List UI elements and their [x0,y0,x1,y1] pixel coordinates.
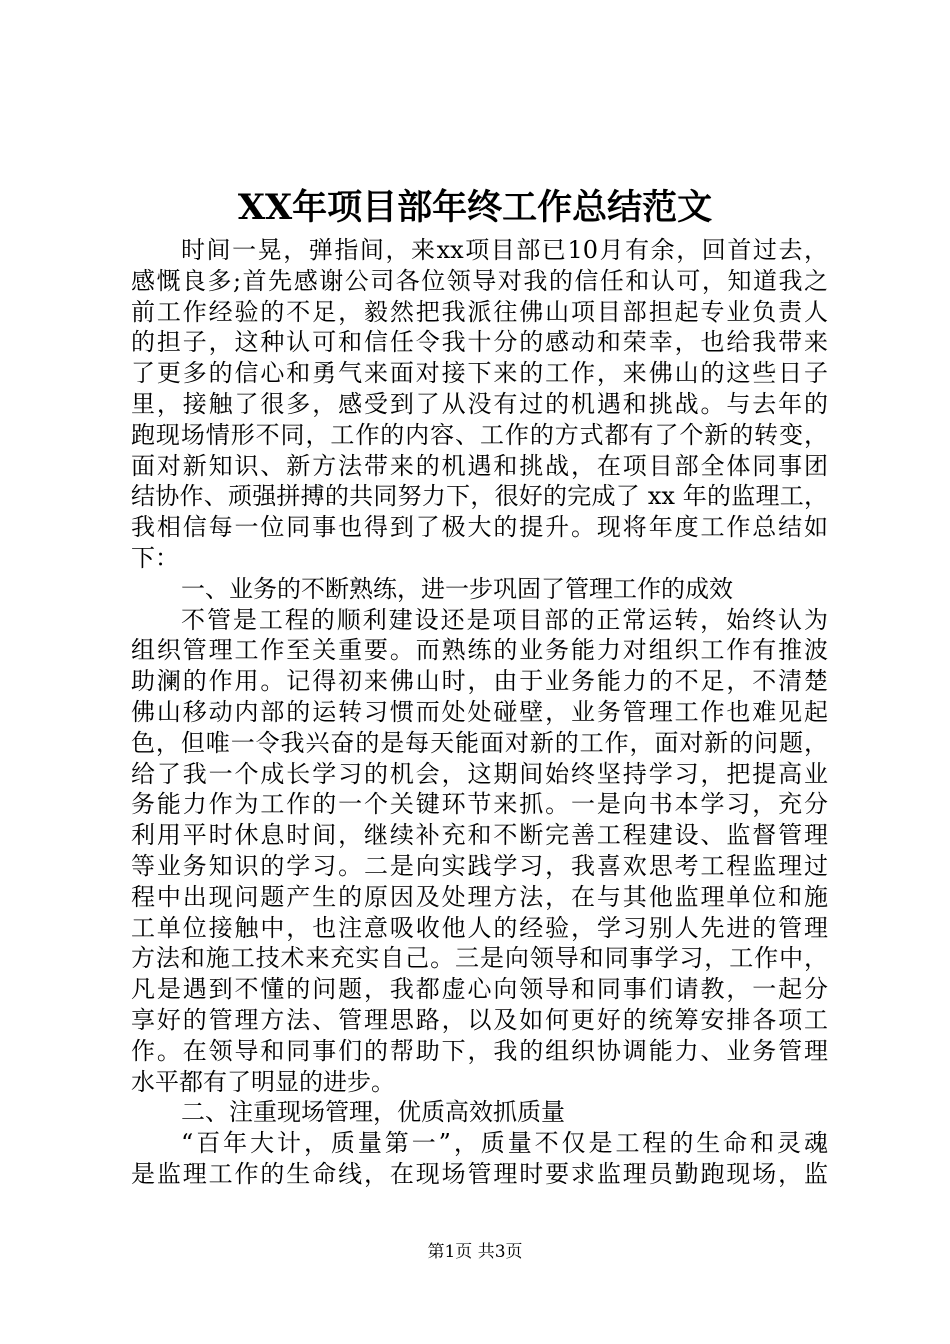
page-footer: 第1页 共3页 [427,1242,523,1262]
text-line: 一、业务的不断熟练，进一步巩固了管理工作的成效 [181,574,733,603]
text-line: 等业务知识的学习。二是向实践学习，我喜欢思考工程监理过 [131,851,828,880]
text-line: 里，接触了很多，感受到了从没有过的机遇和挑战。与去年的 [131,389,828,418]
text-line: 程中出现问题产生的原因及处理方法，在与其他监理单位和施 [131,882,828,911]
text-line: 助澜的作用。记得初来佛山时，由于业务能力的不足，不清楚 [131,667,828,696]
text-line: 给了我一个成长学习的机会，这期间始终坚持学习，把提高业 [131,759,828,788]
text-line: 享好的管理方法、管理思路，以及如何更好的统筹安排各项工 [131,1005,828,1034]
text-line: 我相信每一位同事也得到了极大的提升。现将年度工作总结如 [131,513,828,542]
text-line: 方法和施工技术来充实自己。三是向领导和同事学习，工作中， [131,944,828,973]
text-line: 时间一晃，弹指间，来xx项目部已10月有余，回首过去， [181,236,828,264]
text-line: 作。在领导和同事们的帮助下，我的组织协调能力、业务管理 [131,1036,828,1065]
text-line: 结协作、顽强拼搏的共同努力下，很好的完成了 xx 年的监理工， [131,482,828,511]
text-line: 前工作经验的不足，毅然把我派往佛山项目部担起专业负责人 [131,297,828,326]
text-line: 工单位接触中，也注意吸收他人的经验，学习别人先进的管理 [131,913,828,942]
text-line: 色，但唯一令我兴奋的是每天能面对新的工作，面对新的问题， [131,728,828,757]
text-line: 的担子，这种认可和信任令我十分的感动和荣幸，也给我带来 [131,328,828,357]
text-line: 水平都有了明显的进步。 [131,1067,395,1096]
text-line: 佛山移动内部的运转习惯而处处碰壁，业务管理工作也难见起 [131,697,828,726]
document-body [131,235,828,1190]
text-line: 利用平时休息时间，继续补充和不断完善工程建设、监督管理 [131,821,828,850]
text-line: 务能力作为工作的一个关键环节来抓。一是向书本学习，充分 [131,790,828,819]
text-line: “百年大计，质量第一”，质量不仅是工程的生命和灵魂 [181,1129,828,1158]
document-title: XX年项目部年终工作总结范文 [237,187,713,228]
text-line: 面对新知识、新方法带来的机遇和挑战，在项目部全体同事团 [131,451,828,480]
text-line: 跑现场情形不同，工作的内容、工作的方式都有了个新的转变， [131,420,828,449]
text-line: 感慨良多;首先感谢公司各位领导对我的信任和认可，知道我之 [131,266,828,295]
text-line: 了更多的信心和勇气来面对接下来的工作，来佛山的这些日子 [131,359,828,388]
text-line: 组织管理工作至关重要。而熟练的业务能力对组织工作有推波 [131,636,828,665]
text-line: 凡是遇到不懂的问题，我都虚心向领导和同事们请教，一起分 [131,975,828,1004]
text-line: 二、注重现场管理，优质高效抓质量 [181,1098,565,1127]
text-line: 下： [131,543,179,572]
text-line: 是监理工作的生命线，在现场管理时要求监理员勤跑现场，监 [131,1159,828,1188]
text-line: 不管是工程的顺利建设还是项目部的正常运转，始终认为 [181,605,828,634]
